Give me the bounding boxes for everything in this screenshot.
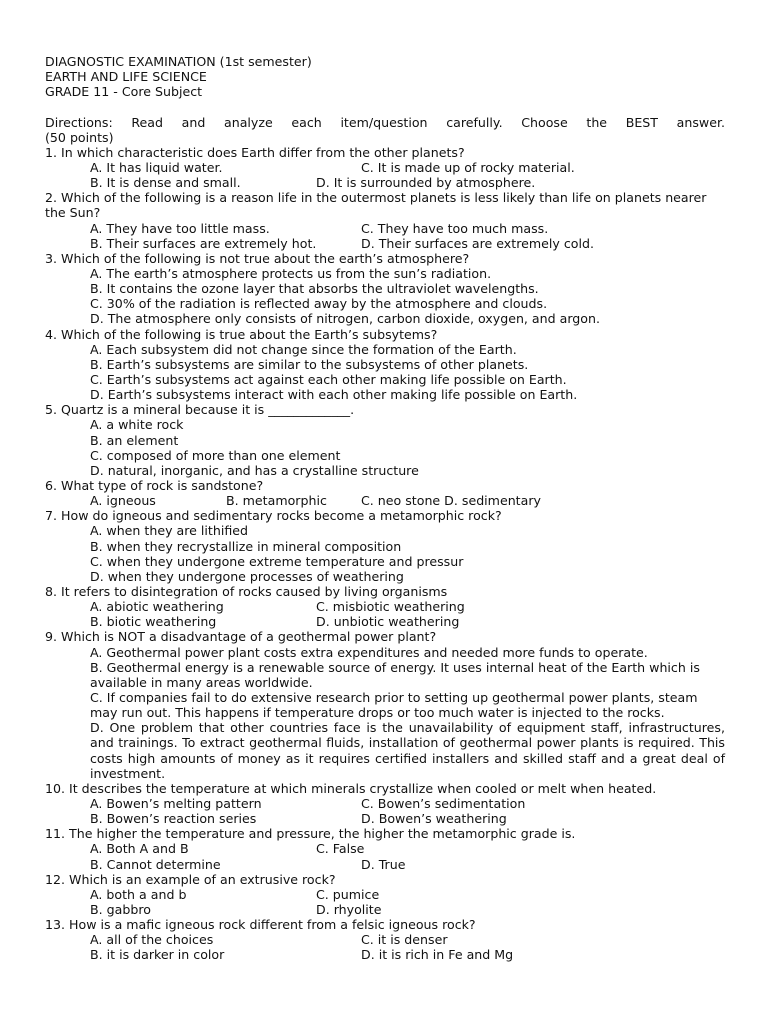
- choice-c-d: C. neo stone D. sedimentary: [361, 493, 541, 509]
- choice-b: B. It contains the ozone layer that absorbs the ultraviolet wavelengths.: [90, 281, 539, 297]
- choice-d: D. Their surfaces are extremely cold.: [361, 235, 594, 251]
- question-2: 2. Which of the following is a reason life in the outermost planets is less likely than life on planets nearer the Sun?: [45, 190, 707, 221]
- question-2-choices-row-2: [45, 236, 725, 251]
- choice-a: A. all of the choices: [90, 932, 214, 948]
- question-11: 11. The higher the temperature and pressure, the higher the metamorphic grade is.: [45, 826, 576, 842]
- choice-d: D. rhyolite: [316, 902, 382, 918]
- question-10-choices-row-1: [45, 796, 725, 811]
- choice-c: C. False: [316, 841, 365, 857]
- choice-a: A. abiotic weathering: [90, 599, 224, 615]
- choice-a: A. Both A and B: [90, 841, 189, 857]
- choice-a: A. Bowen’s melting pattern: [90, 796, 262, 812]
- choice-b: B. It is dense and small.: [90, 175, 241, 191]
- question-7: 7. How do igneous and sedimentary rocks become a metamorphic rock?: [45, 508, 502, 524]
- question-10-choices-row-2: [45, 811, 725, 826]
- question-12: 12. Which is an example of an extrusive rock?: [45, 871, 336, 887]
- choice-c: C. misbiotic weathering: [316, 599, 465, 615]
- choice-b: B. biotic weathering: [90, 614, 217, 630]
- choice-a: A. when they are lithified: [90, 523, 248, 539]
- question-13-choices-row-2: [45, 947, 725, 962]
- choice-c: C. pumice: [316, 886, 380, 902]
- question-8-choices-row-2: [45, 614, 725, 629]
- choice-d: D. One problem that other countries face is the unavailability of equipment staff, infrastructures, and trainings. To extract geothermal fluids, installation of geothermal power plants is required. This costs high amounts of money as it requires certified installers and skilled staff and a great deal of investment.: [90, 720, 725, 781]
- choice-b: B. Earth’s subsystems are similar to the subsystems of other planets.: [90, 356, 529, 372]
- choice-c: C. Bowen’s sedimentation: [361, 796, 526, 812]
- choice-b: B. Bowen’s reaction series: [90, 811, 257, 827]
- question-1: 1. In which characteristic does Earth differ from the other planets?: [45, 144, 465, 160]
- choice-b: B. it is darker in color: [90, 947, 225, 963]
- question-6-choices-row: [45, 493, 725, 508]
- question-1-choices-row-1: [45, 160, 725, 175]
- choice-b: B. gabbro: [90, 902, 151, 918]
- choice-c: C. it is denser: [361, 932, 448, 948]
- question-3: 3. Which of the following is not true about the earth’s atmosphere?: [45, 250, 470, 266]
- question-13: 13. How is a mafic igneous rock different from a felsic igneous rock?: [45, 917, 476, 933]
- choice-b: B. Their surfaces are extremely hot.: [90, 235, 317, 251]
- choice-a: A. both a and b: [90, 886, 187, 902]
- choice-a: A. a white rock: [90, 417, 184, 433]
- question-9: 9. Which is NOT a disadvantage of a geothermal power plant?: [45, 629, 437, 645]
- choice-c: C. If companies fail to do extensive research prior to setting up geothermal power plants, steam may run out. This happens if temperature drops or too much water is injected to the rocks.: [90, 689, 698, 721]
- directions-text: Directions: Read and analyze each item/question carefully. Choose the BEST answer.: [45, 114, 725, 130]
- choice-b: B. Cannot determine: [90, 856, 221, 872]
- choice-a: A. The earth’s atmosphere protects us from the sun’s radiation.: [90, 266, 492, 281]
- question-12-choices-row-2: [45, 902, 725, 917]
- choice-a: A. Each subsystem did not change since the formation of the Earth.: [90, 341, 517, 357]
- grade-title: GRADE 11 - Core Subject: [45, 84, 203, 100]
- exam-title: DIAGNOSTIC EXAMINATION (1st semester): [45, 54, 312, 69]
- choice-d: D. Bowen’s weathering: [361, 811, 507, 827]
- question-8-choices-row-1: [45, 599, 725, 614]
- choice-b: B. when they recrystallize in mineral composition: [90, 538, 402, 554]
- question-4: 4. Which of the following is true about the Earth’s subsytems?: [45, 326, 438, 342]
- question-1-choices-row-2: [45, 175, 725, 190]
- question-11-choices-row-2: [45, 857, 725, 872]
- choice-b: B. metamorphic: [226, 493, 327, 509]
- choice-a: A. It has liquid water.: [90, 159, 223, 175]
- choice-b: B. Geothermal energy is a renewable source of energy. It uses internal heat of the Earth which is available in many areas worldwide.: [90, 659, 700, 690]
- question-2-choices-row-1: [45, 221, 725, 236]
- choice-c: C. Earth’s subsystems act against each other making life possible on Earth.: [90, 371, 567, 387]
- choice-d: D. True: [361, 856, 406, 872]
- choice-c: C. They have too much mass.: [361, 220, 549, 236]
- choice-a: A. They have too little mass.: [90, 220, 270, 236]
- choice-c: C. composed of more than one element: [90, 447, 341, 463]
- spacer: [45, 99, 725, 114]
- choice-d: D. when they undergone processes of weathering: [90, 568, 404, 584]
- question-10: 10. It describes the temperature at which minerals crystallize when cooled or melt when heated.: [45, 780, 657, 796]
- points-text: (50 points): [45, 129, 114, 145]
- choice-d: D. unbiotic weathering: [316, 614, 460, 630]
- choice-d: D. The atmosphere only consists of nitrogen, carbon dioxide, oxygen, and argon.: [90, 311, 600, 327]
- question-6: 6. What type of rock is sandstone?: [45, 477, 264, 493]
- question-8: 8. It refers to disintegration of rocks caused by living organisms: [45, 583, 448, 599]
- choice-c: C. 30% of the radiation is reflected away by the atmosphere and clouds.: [90, 296, 548, 312]
- question-13-choices-row-1: [45, 932, 725, 947]
- choice-d: D. it is rich in Fe and Mg: [361, 947, 514, 963]
- choice-c: C. when they undergone extreme temperature and pressur: [90, 553, 464, 569]
- exam-content: [45, 54, 725, 963]
- subject-title: EARTH AND LIFE SCIENCE: [45, 69, 207, 85]
- question-11-choices-row-1: [45, 841, 725, 856]
- choice-d: D. It is surrounded by atmosphere.: [316, 175, 536, 191]
- choice-a: A. Geothermal power plant costs extra expenditures and needed more funds to operate.: [90, 644, 648, 660]
- choice-a: A. igneous: [90, 493, 156, 509]
- choice-d: D. Earth’s subsystems interact with each other making life possible on Earth.: [90, 387, 578, 403]
- choice-d: D. natural, inorganic, and has a crystalline structure: [90, 462, 419, 478]
- choice-c: C. It is made up of rocky material.: [361, 159, 575, 175]
- question-12-choices-row-1: [45, 887, 725, 902]
- question-5: 5. Quartz is a mineral because it is _____________.: [45, 402, 355, 418]
- choice-b: B. an element: [90, 432, 179, 448]
